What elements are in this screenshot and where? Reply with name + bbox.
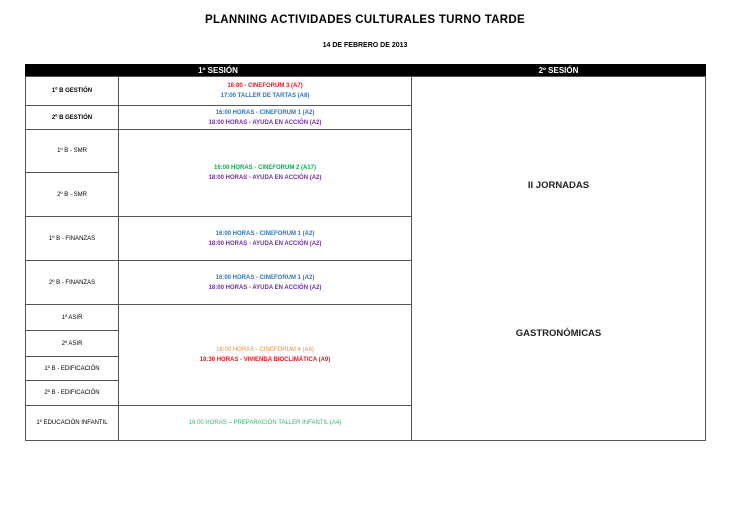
session2-line1: II JORNADAS [527,180,590,191]
activity-line: 18:30 HORAS - VIVIENDA BIOCLIMÁTICA (A9) [199,357,331,363]
activity-cell [118,76,412,106]
activity-line: 16:00 HORAS - CINEFORUM 2 (A17) [213,165,317,171]
group-cell: 1º B - SMR [25,129,119,173]
activity-line: 16:00 HORAS - CINEFORUM 4 (A9) [216,347,314,353]
page-title: PLANNING ACTIVIDADES CULTURALES TURNO TARDE [205,14,525,26]
activity-line: 18:00 HORAS - AYUDA EN ACCIÓN (A2) [208,119,322,126]
activity-line: 18:00 HORAS - AYUDA EN ACCIÓN (A2) [208,284,322,291]
session1-header: 1º SESIÓN [25,64,411,76]
group-cell: 2º B - SMR [25,172,119,217]
date: 14 DE FEBRERO DE 2013 [322,42,408,49]
session2-line2: GASTRONÓMICAS [515,328,602,339]
activity-line: 18:00 HORAS - AYUDA EN ACCIÓN (A2) [208,175,322,181]
group-cell: 1º B - FINANZAS [25,216,119,261]
session2-header: 2º SESIÓN [411,64,706,76]
session2-cell [411,76,706,441]
group-cell: 2º B - FINANZAS [25,260,119,305]
activity-line: 16:00 HORAS - CINEFORUM 1 (A2) [215,274,315,281]
activity-cell [118,105,412,130]
activity-line: 16:00 HORAS – PREPARACIÓN TALLER INFANTIL (A4) [188,420,342,426]
activity-line: 18:00 HORAS - AYUDA EN ACCIÓN (A2) [208,240,322,247]
activity-cell [118,304,412,406]
activity-line: 16:00 - CINEFORUM 3 (A7) [227,83,303,89]
activity-cell [118,260,412,305]
activity-line: 17:00 TALLER DE TARTAS (A8) [220,93,310,99]
group-cell: 1º B - EDIFICACIÓN [25,356,119,381]
activity-cell [118,216,412,261]
group-cell: 1º EDUCACIÓN INFANTIL [25,405,119,441]
group-cell: 1º ASIR [25,304,119,331]
group-cell: 2º B GESTIÓN [25,105,119,130]
activity-cell [118,129,412,217]
activity-cell [118,405,412,441]
activity-line: 16:00 HORAS - CINEFORUM 1 (A2) [215,109,315,116]
group-cell: 1º B GESTIÓN [25,76,119,106]
activity-line: 16:00 HORAS - CINEFORUM 1 (A2) [215,230,315,237]
group-cell: 2º B - EDIFICACIÓN [25,380,119,406]
group-cell: 2º ASIR [25,330,119,357]
